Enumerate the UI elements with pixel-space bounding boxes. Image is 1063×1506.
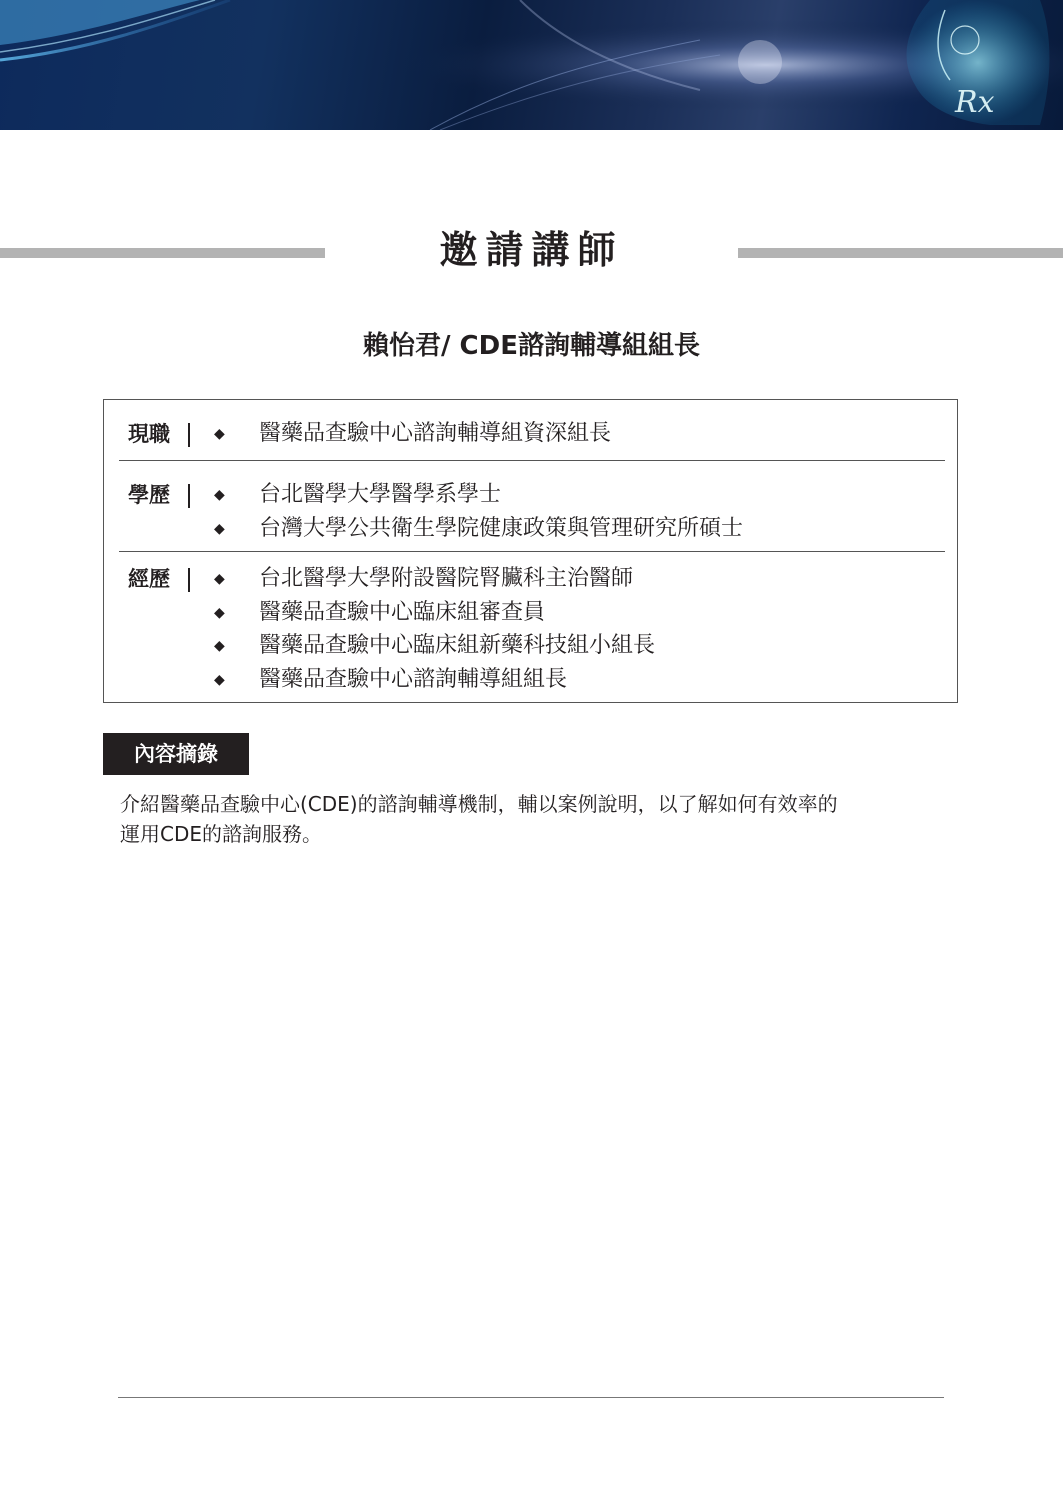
section-education: 學歷 ◆ 台北醫學大學醫學系學士 ◆ 台灣大學公共衛生學院健康政策與管理研究所碩士	[119, 478, 945, 548]
diamond-bullet-icon: ◆	[214, 671, 225, 688]
section-current-position: 現職 ◆ 醫藥品查驗中心諮詢輔導組資深組長	[119, 417, 945, 457]
rx-logo: Rx	[955, 85, 995, 120]
section-label: 經歷	[128, 567, 170, 591]
title-bar-right	[738, 248, 1063, 258]
summary-text	[120, 789, 950, 849]
speaker-name: 賴怡君/ CDE諮詢輔導組組長	[363, 331, 700, 361]
diamond-bullet-icon: ◆	[214, 604, 225, 621]
section-separator	[188, 484, 190, 508]
diamond-bullet-icon: ◆	[214, 571, 225, 587]
title-bar-left	[0, 248, 325, 258]
diamond-bullet-icon: ◆	[214, 426, 225, 442]
profile-box	[103, 399, 958, 703]
diamond-bullet-icon: ◆	[214, 638, 225, 654]
diamond-bullet-icon: ◆	[214, 487, 225, 503]
title-row	[0, 222, 1063, 282]
page-title: 邀請講師	[439, 228, 624, 272]
summary-line: 介紹醫藥品查驗中心(CDE)的諮詢輔導機制，輔以案例說明，以了解如何有效率的	[120, 792, 838, 816]
summary-label: 內容摘錄	[103, 733, 249, 775]
section-divider	[119, 460, 945, 461]
diamond-bullet-icon: ◆	[214, 520, 225, 537]
section-label: 現職	[128, 422, 170, 446]
footer-divider	[118, 1397, 944, 1398]
summary-line: 運用CDE的諮詢服務。	[120, 822, 323, 846]
section-experience: 經歷 ◆ 台北醫學大學附設醫院腎臟科主治醫師 ◆ 醫藥品查驗中心臨床組審查員 ◆ 醫藥品查驗中心臨床組新藥科技組小組長 ◆ 醫藥品查驗中心諮詢輔導組組長	[119, 562, 945, 697]
section-divider	[119, 551, 945, 552]
section-separator	[188, 568, 190, 592]
header-banner	[0, 0, 1063, 130]
section-separator	[188, 423, 190, 447]
section-label: 學歷	[128, 483, 170, 507]
banner-artwork	[0, 0, 1063, 130]
